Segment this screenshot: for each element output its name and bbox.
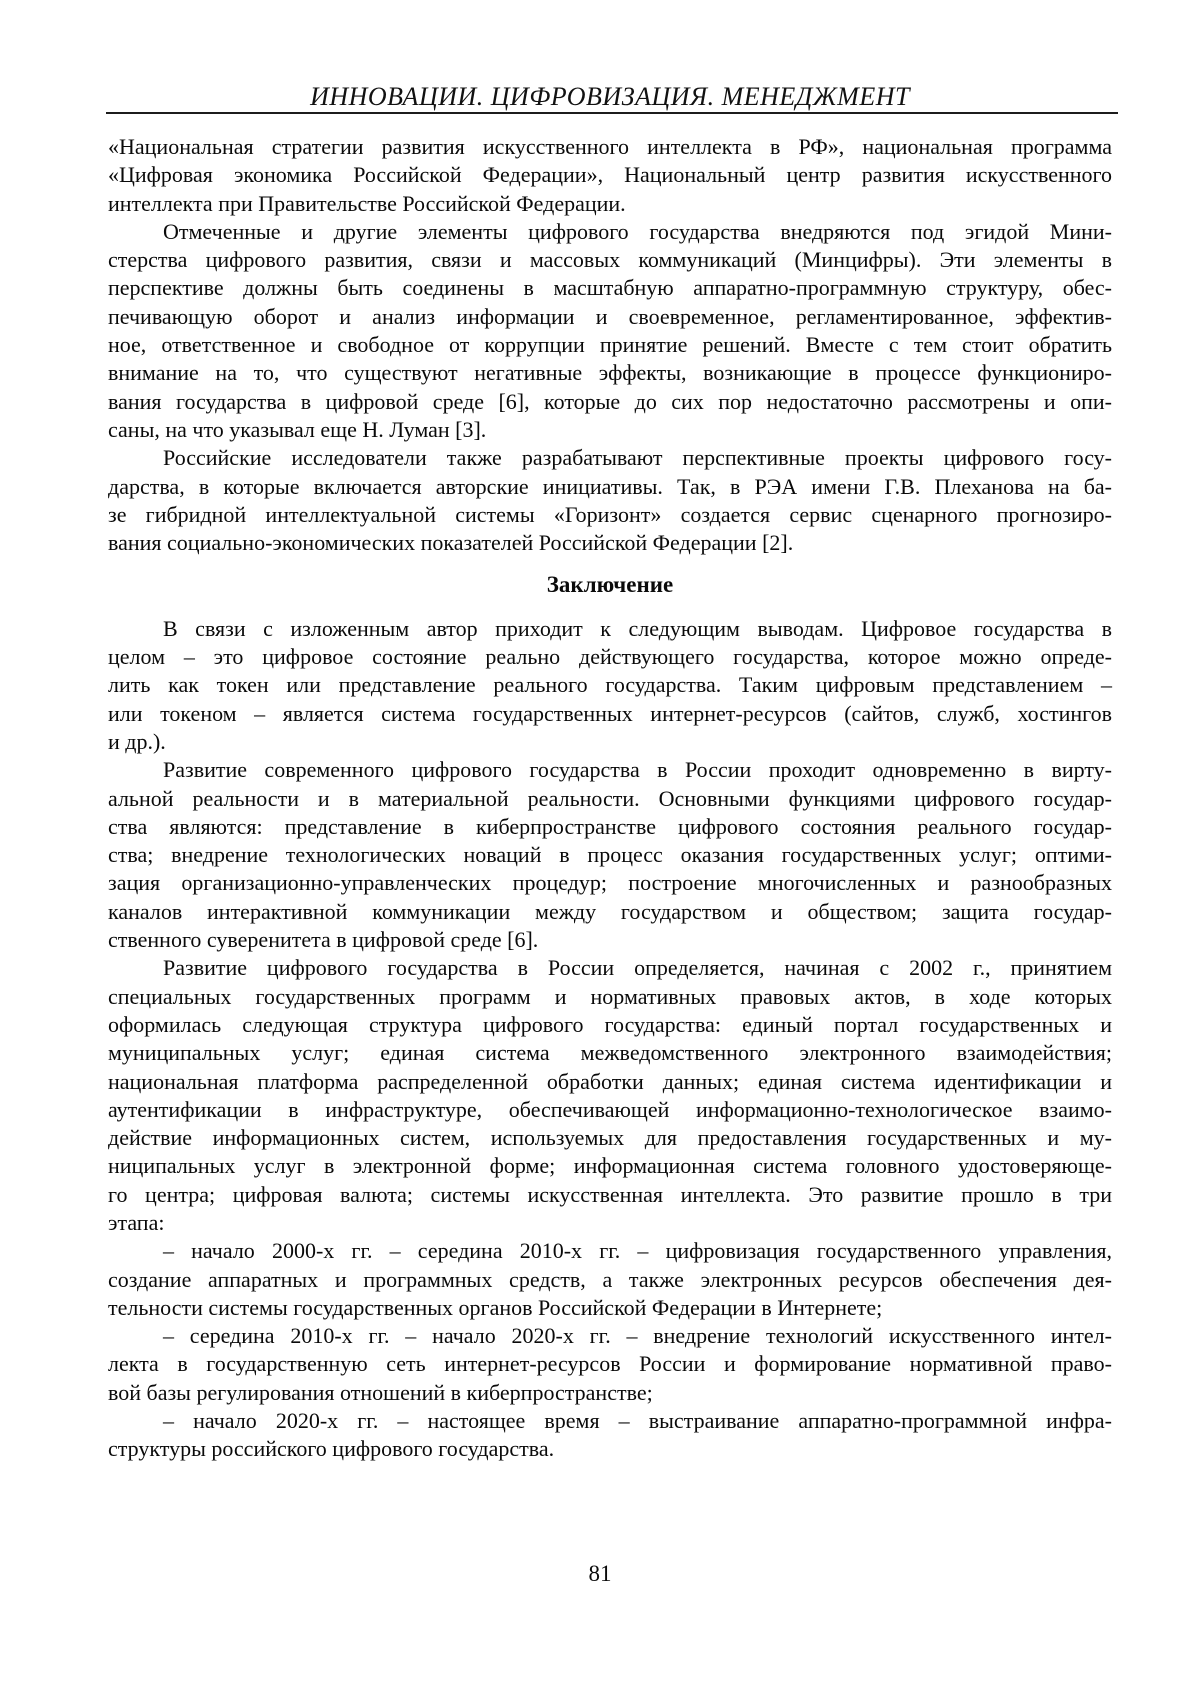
text-line: вой базы регулирования отношений в киберпространстве; xyxy=(108,1379,653,1405)
text-line: этапа: xyxy=(108,1209,165,1235)
text-line: ниципальных услуг в электронной форме; информационная система головного удостоверяюще- xyxy=(108,1153,1112,1179)
stage-list-item xyxy=(108,1407,1112,1464)
paragraph xyxy=(108,133,1112,218)
text-line: внимание на то, что существуют негативные эффекты, возникающие в процессе функциониро- xyxy=(108,360,1112,386)
article-body xyxy=(108,133,1112,1464)
text-line: – начало 2020-х гг. – настоящее время – выстраивание аппаратно-программной инфра- xyxy=(163,1408,1112,1434)
text-line: ства являются: представление в киберпространстве цифрового состояния реального государ- xyxy=(108,813,1112,839)
text-line: структуры российского цифрового государства. xyxy=(108,1436,555,1462)
text-line: «Цифровая экономика Российской Федерации», Национальный центр развития искусственного xyxy=(108,162,1112,188)
running-header: ИННОВАЦИИ. ЦИФРОВИЗАЦИЯ. МЕНЕДЖМЕНТ xyxy=(310,82,910,111)
section-heading: Заключение xyxy=(546,572,674,598)
text-line: – середина 2010-х гг. – начало 2020-х гг. – внедрение технологий искусственного интел- xyxy=(163,1323,1112,1349)
text-line: целом – это цифровое состояние реально действующего государства, которое можно опреде- xyxy=(108,644,1112,670)
text-line: «Национальная стратегии развития искусственного интеллекта в РФ», национальная программа xyxy=(108,134,1112,159)
text-line: стерства цифрового развития, связи и массовых коммуникаций (Минцифры). Эти элементы в xyxy=(108,247,1112,273)
paragraph xyxy=(108,954,1112,1237)
text-line: оформилась следующая структура цифрового государства: единый портал государственных и xyxy=(108,1011,1112,1037)
text-line: дарства, в которые включается авторские инициативы. Так, в РЭА имени Г.В. Плеханова на ба- xyxy=(108,473,1112,499)
text-line: национальная платформа распределенной обработки данных; единая система идентификации и xyxy=(108,1068,1112,1094)
page-number: 81 xyxy=(588,1561,612,1586)
text-line: и др.). xyxy=(108,728,166,754)
paragraph xyxy=(108,444,1112,557)
text-line: ства; внедрение технологических новаций в процесс оказания государственных услуг; оптими- xyxy=(108,842,1112,868)
text-line: саны, на что указывал еще Н. Луман [3]. xyxy=(108,416,487,442)
text-line: Российские исследователи также разрабатывают перспективные проекты цифрового госу- xyxy=(163,445,1112,471)
text-line: муниципальных услуг; единая система межведомственного электронного взаимодействия; xyxy=(108,1040,1112,1066)
paragraph xyxy=(108,756,1112,954)
text-line: печивающую оборот и анализ информации и своевременное, регламентированное, эффектив- xyxy=(108,303,1112,329)
text-line: В связи с изложенным автор приходит к следующим выводам. Цифровое государства в xyxy=(163,615,1112,641)
text-line: го центра; цифровая валюта; системы искусственная интеллекта. Это развитие прошло в три xyxy=(108,1181,1112,1207)
text-line: ственного суверенитета в цифровой среде [6]. xyxy=(108,927,539,953)
stage-list-item xyxy=(108,1322,1112,1407)
text-line: лить как токен или представление реального государства. Таким цифровым представлением – xyxy=(108,672,1112,698)
text-line: зе гибридной интеллектуальной системы «Горизонт» создается сервис сценарного прогнозиро- xyxy=(108,501,1112,527)
text-line: интеллекта при Правительстве Российской Федерации. xyxy=(108,190,626,216)
text-line: перспективе должны быть соединены в масштабную аппаратно-программную структуру, обес- xyxy=(108,275,1112,301)
text-line: вания социально-экономических показателей Российской Федерации [2]. xyxy=(108,530,794,556)
text-line: вания государства в цифровой среде [6], которые до сих пор недостаточно рассмотрены и опи- xyxy=(108,388,1112,414)
paragraph xyxy=(108,218,1112,444)
text-line: лекта в государственную сеть интернет-ресурсов России и формирование нормативной право- xyxy=(108,1351,1112,1377)
text-line: действие информационных систем, используемых для предоставления государственных и му- xyxy=(108,1125,1112,1151)
text-line: зация организационно-управленческих процедур; построение многочисленных и разнообразных xyxy=(108,870,1112,896)
text-line: Отмеченные и другие элементы цифрового государства внедряются под эгидой Мини- xyxy=(163,218,1112,244)
text-line: специальных государственных программ и нормативных правовых актов, в ходе которых xyxy=(108,983,1112,1009)
text-line: каналов интерактивной коммуникации между государством и обществом; защита государ- xyxy=(108,898,1112,924)
paragraph xyxy=(108,615,1112,756)
stage-list-item xyxy=(108,1237,1112,1322)
text-line: аутентификации в инфраструктуре, обеспечивающей информационно-технологическое взаимо- xyxy=(108,1096,1112,1122)
text-line: Развитие цифрового государства в России определяется, начиная с 2002 г., принятием xyxy=(163,955,1112,981)
text-line: Развитие современного цифрового государства в России проходит одновременно в вирту- xyxy=(163,757,1112,783)
header-rule xyxy=(106,112,1118,114)
text-line: ное, ответственное и свободное от коррупции принятие решений. Вместе с тем стоит обратить xyxy=(108,332,1112,358)
text-line: альной реальности и в материальной реальности. Основными функциями цифрового государ- xyxy=(108,785,1112,811)
text-line: тельности системы государственных органов Российской Федерации в Интернете; xyxy=(108,1294,883,1320)
text-line: или токеном – является система государственных интернет-ресурсов (сайтов, служб, хостингов xyxy=(108,700,1112,726)
text-line: создание аппаратных и программных средств, а также электронных ресурсов обеспечения дея- xyxy=(108,1266,1112,1292)
text-line: – начало 2000-х гг. – середина 2010-х гг. – цифровизация государственного управления, xyxy=(163,1238,1112,1264)
